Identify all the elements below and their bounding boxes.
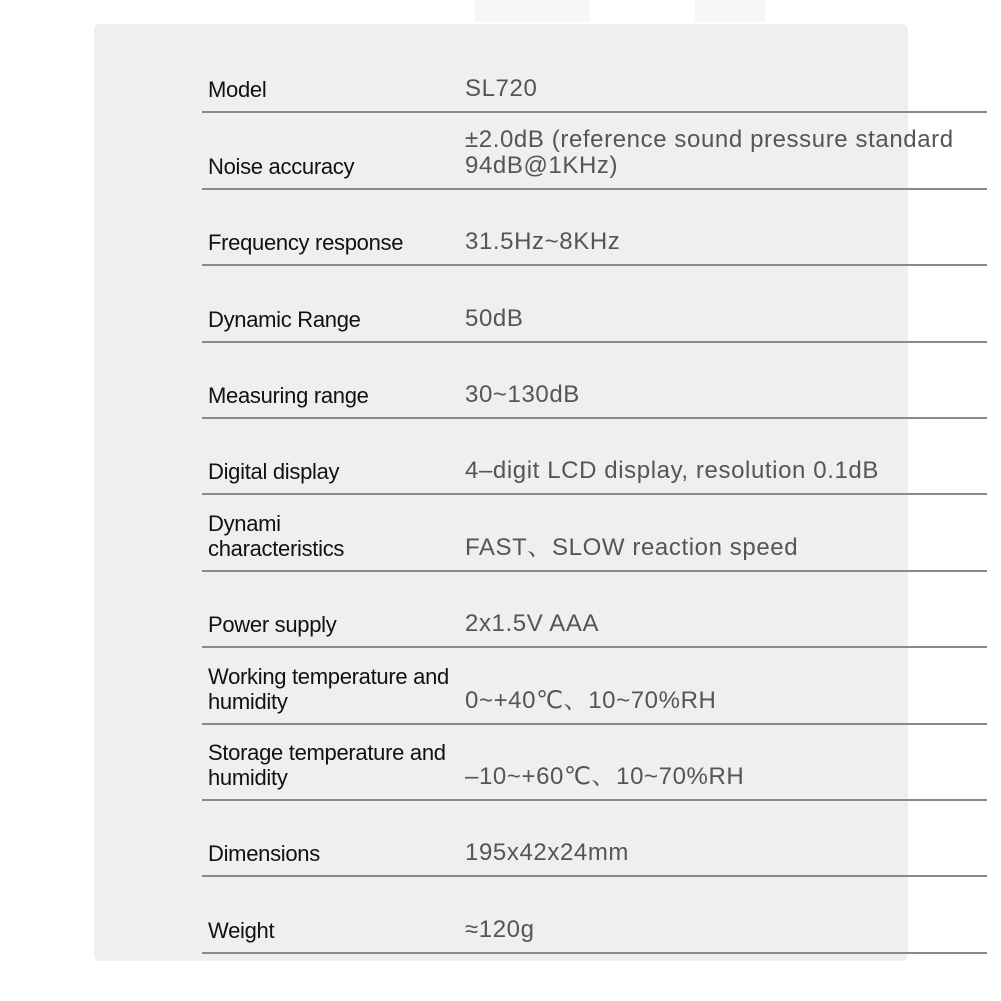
spec-row-dimensions: [202, 801, 987, 877]
spec-row-digital-display: [202, 419, 987, 495]
spec-value: –10~+60℃、10~70%RH: [465, 762, 745, 790]
spec-value: 2x1.5V AAA: [465, 610, 600, 638]
spec-row-storage-temperature: [202, 725, 987, 801]
spec-label: Measuring range: [208, 382, 369, 408]
spec-row-working-temperature: [202, 648, 987, 724]
spec-row-model: [202, 37, 987, 113]
faded-tab: [695, 0, 765, 22]
spec-row-weight: [202, 877, 987, 953]
spec-label: Model: [208, 77, 267, 103]
spec-value: 0~+40℃、10~70%RH: [465, 686, 717, 714]
spec-value: 50dB: [465, 304, 524, 332]
spec-row-dynamic-characteristics: [202, 495, 987, 571]
spec-table: [202, 37, 987, 954]
spec-panel: [94, 24, 954, 961]
spec-label: Frequency response: [208, 230, 404, 256]
spec-label: Dynami characteristics: [208, 510, 345, 561]
spec-label: Dimensions: [208, 841, 320, 867]
spec-value: FAST、SLOW reaction speed: [465, 533, 799, 561]
spec-label: Digital display: [208, 459, 340, 485]
spec-label: Weight: [208, 917, 275, 943]
spec-row-measuring-range: [202, 343, 987, 419]
spec-value: ≈120g: [465, 915, 535, 943]
spec-row-frequency-response: [202, 190, 987, 266]
spec-value: 31.5Hz~8KHz: [465, 228, 621, 256]
spec-label: Dynamic Range: [208, 306, 361, 332]
spec-row-power-supply: [202, 572, 987, 648]
spec-row-noise-accuracy: [202, 113, 987, 189]
spec-label: Power supply: [208, 612, 337, 638]
spec-value: 30~130dB: [465, 380, 580, 408]
spec-value: SL720: [465, 75, 538, 103]
spec-label: Working temperature and humidity: [208, 663, 449, 714]
spec-value: ±2.0dB (reference sound pressure standard 94dB@1KHz): [465, 125, 954, 179]
spec-value: 195x42x24mm: [465, 839, 630, 867]
faded-tab: [475, 0, 590, 22]
spec-label: Storage temperature and humidity: [208, 739, 446, 790]
spec-label: Noise accuracy: [208, 153, 355, 179]
spec-value: 4–digit LCD display, resolution 0.1dB: [465, 457, 879, 485]
spec-row-dynamic-range: [202, 266, 987, 342]
